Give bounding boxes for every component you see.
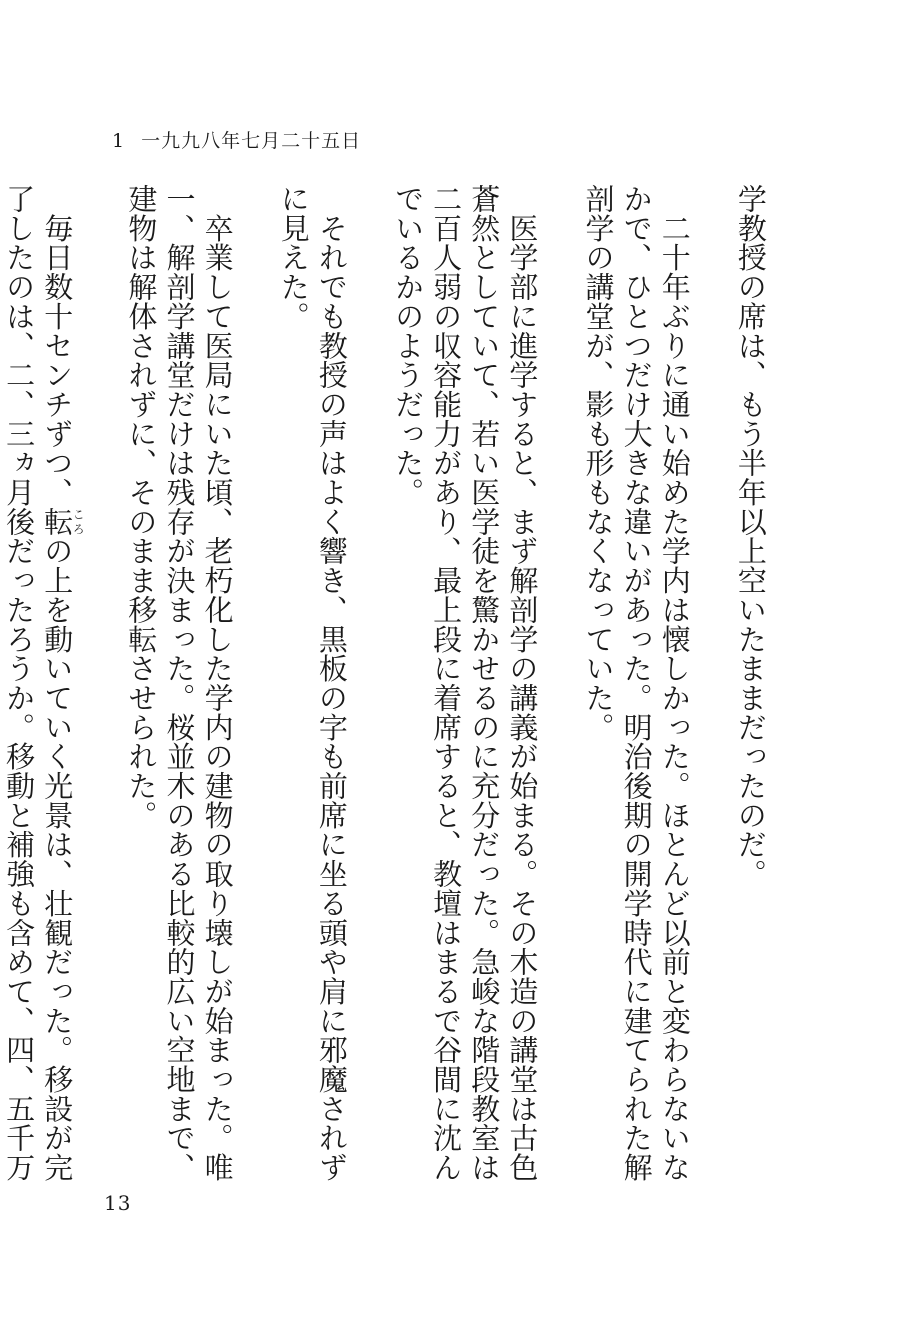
page-number: 13 <box>104 1191 132 1215</box>
chapter-title: 一九九八年七月二十五日 <box>141 130 362 152</box>
paragraph: 二十年ぶりに通い始めた学内は懐しかった。ほとんど以前と変わらないなかで、ひとつだけ大きな違いがあった。明治後期の開学時代に建てられた解剖学の講堂が、影も形もなくなっていた。 <box>581 184 692 1182</box>
paragraph: それでも教授の声はよく響き、黒板の字も前席に坐る頭や肩に邪魔されずに見えた。 <box>276 184 349 1182</box>
ruby-reading: ころ <box>71 506 86 537</box>
paragraph-moving <box>0 184 84 1184</box>
chapter-number: 1 <box>112 130 126 152</box>
paragraph-text: 毎日数十センチずつ、 <box>40 184 75 507</box>
running-header <box>112 126 361 153</box>
ruby-word <box>40 506 86 537</box>
ruby-base: 転 <box>40 506 75 537</box>
paragraph: 卒業して医局にいた頃、老朽化した学内の建物の取り壊しが始まった。唯一、解剖学講堂だけは残存が決まった。桜並木のある比較的広い空地まで、建物は解体されずに、そのまま移転させられた。 <box>124 184 235 1182</box>
paragraph: 医学部に進学すると、まず解剖学の講義が始まる。その木造の講堂は古色蒼然としていて、若い医学徒を驚かせるのに充分だった。急峻な階段教室は二百人弱の収容能力があり、最上段に着席すると、教壇はまるで谷間に沈んでいるかのようだった。 <box>391 184 540 1182</box>
paragraph-text: の上を動いていく光景は、壮観だった。移設が完了したのは、二、三ヵ月後だったろうか。移動と補強も含めて、四、五千万 <box>2 184 75 1182</box>
body-text <box>2 184 808 1184</box>
paragraph: 学教授の席は、もう半年以上空いたままだったのだ。 <box>733 184 768 889</box>
